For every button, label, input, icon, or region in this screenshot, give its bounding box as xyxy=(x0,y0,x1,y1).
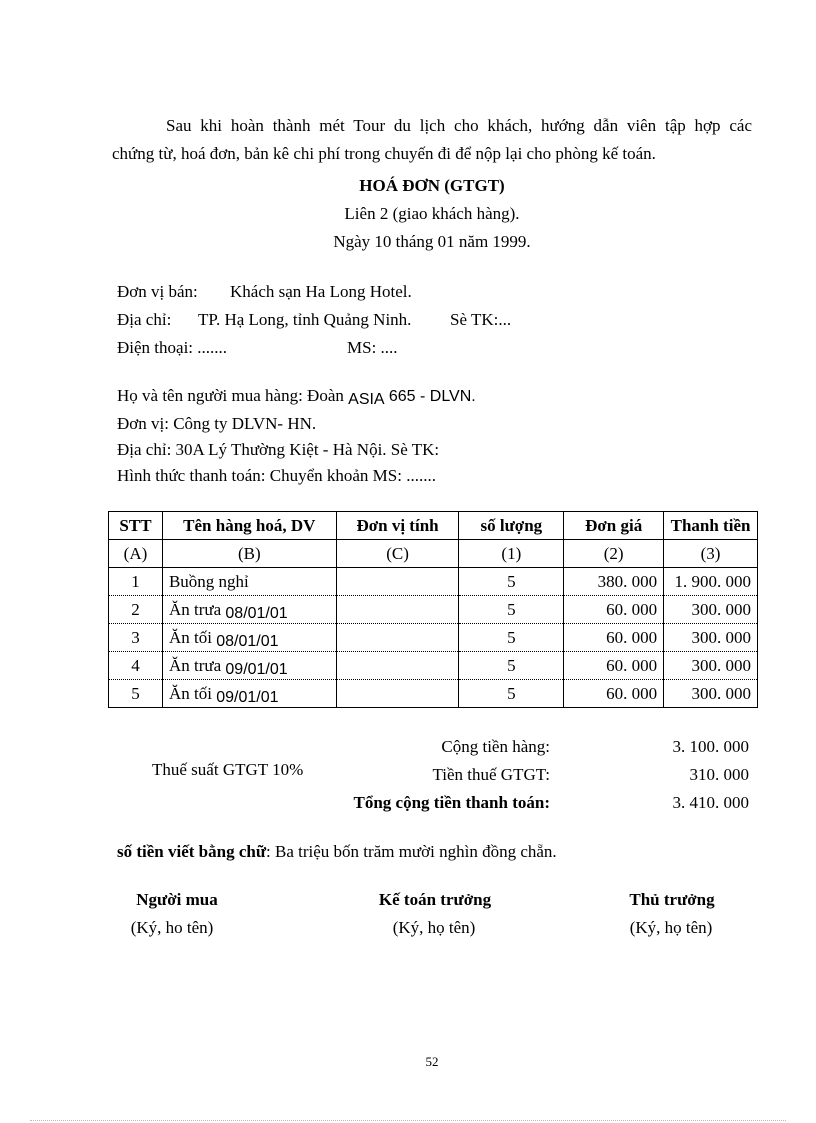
row-item-name xyxy=(162,596,336,624)
row-quantity: 5 xyxy=(459,624,564,652)
intro-line-1: Sau khi hoàn thành mét Tour du lịch cho khách, hướng dẫn viên tập hợp các xyxy=(166,116,752,135)
code-2: (2) xyxy=(564,540,664,568)
amount-in-words xyxy=(117,842,557,862)
row-stt: 1 xyxy=(109,568,163,596)
code-3: (3) xyxy=(664,540,758,568)
row-item-label: Ăn trưa xyxy=(168,599,222,619)
row-amount: 300. 000 xyxy=(664,624,758,652)
page-number: 52 xyxy=(425,1054,439,1069)
seller-unit-value: Khách sạn Ha Long Hotel. xyxy=(230,282,412,301)
row-item-label: Ăn tối xyxy=(168,627,212,647)
row-item-name xyxy=(162,568,336,596)
invoice-date: Ngày 10 tháng 01 năm 1999. xyxy=(333,232,531,251)
buyer-name-label: Họ và tên người mua hàng: Đoàn xyxy=(117,386,344,405)
buyer-name xyxy=(117,386,476,406)
row-amount: 300. 000 xyxy=(664,680,758,708)
intro-paragraph xyxy=(112,112,752,168)
tax-value: 310. 000 xyxy=(689,765,749,784)
table-row xyxy=(109,596,758,624)
invoice-copy: Liên 2 (giao khách hàng). xyxy=(344,204,520,223)
row-stt: 3 xyxy=(109,624,163,652)
amount-in-words-value: : Ba triệu bốn trăm mười nghìn đồng chẵn. xyxy=(266,842,557,861)
subtotal-value: 3. 100. 000 xyxy=(672,737,749,756)
amount-in-words-label: số tiền viết bằng chữ xyxy=(117,842,267,861)
grand-total-label: Tổng cộng tiền thanh toán: xyxy=(353,793,550,812)
row-item-date: 08/01/01 xyxy=(216,632,279,650)
subtotal-label: Cộng tiền hàng: xyxy=(441,737,550,756)
buyer-address: Địa chỉ: 30A Lý Thường Kiệt - Hà Nội. Sè TK: xyxy=(117,440,440,459)
table-row xyxy=(109,680,758,708)
row-item-label: Buồng nghỉ xyxy=(168,571,249,591)
signature-accountant-title: Kế toán trưởng xyxy=(378,890,492,909)
table-row xyxy=(109,568,758,596)
row-item-date: 08/01/01 xyxy=(225,604,288,622)
signature-director-title: Thủ trưởng xyxy=(629,890,715,909)
header-amount: Thanh tiền xyxy=(664,512,758,540)
seller-account: Sè TK:... xyxy=(450,310,512,329)
intro-line-2: chứng từ, hoá đơn, bản kê chi phí trong chuyến đi để nộp lại cho phòng kế toán. xyxy=(112,144,656,163)
row-amount: 300. 000 xyxy=(664,652,758,680)
header-unit: Đơn vị tính xyxy=(336,512,459,540)
seller-address-value: TP. Hạ Long, tỉnh Quảng Ninh. xyxy=(198,310,412,329)
page-bottom-divider xyxy=(30,1120,786,1121)
table-row xyxy=(109,624,758,652)
table-header-row xyxy=(109,512,758,540)
row-amount: 300. 000 xyxy=(664,596,758,624)
code-b: (B) xyxy=(162,540,336,568)
row-unit xyxy=(336,652,459,680)
row-item-name xyxy=(162,680,336,708)
code-c: (C) xyxy=(336,540,459,568)
row-stt: 4 xyxy=(109,652,163,680)
signature-director-note: (Ký, họ tên) xyxy=(629,918,713,937)
seller-phone: Điện thoại: ....... xyxy=(117,338,228,357)
header-quantity: số lượng xyxy=(459,512,564,540)
row-unit xyxy=(336,624,459,652)
row-unit xyxy=(336,568,459,596)
row-item-label: Ăn trưa xyxy=(168,655,222,675)
buyer-name-code: ASIA xyxy=(348,391,385,408)
seller-address-label: Địa chỉ: xyxy=(117,310,172,329)
row-stt: 2 xyxy=(109,596,163,624)
seller-tax-code: MS: .... xyxy=(347,338,398,357)
code-a: (A) xyxy=(109,540,163,568)
header-stt: STT xyxy=(109,512,163,540)
buyer-unit: Đơn vị: Công ty DLVN- HN. xyxy=(117,414,317,433)
row-unit-price: 60. 000 xyxy=(564,652,664,680)
buyer-payment: Hình thức thanh toán: Chuyển khoản MS: ....... xyxy=(117,466,436,485)
row-quantity: 5 xyxy=(459,652,564,680)
row-amount: 1. 900. 000 xyxy=(664,568,758,596)
invoice-items-table xyxy=(108,511,758,708)
row-unit-price: 60. 000 xyxy=(564,624,664,652)
table-row xyxy=(109,652,758,680)
row-item-name xyxy=(162,652,336,680)
row-item-name xyxy=(162,624,336,652)
seller-unit-label: Đơn vị bán: xyxy=(117,282,198,301)
invoice-title: HOÁ ĐƠN (GTGT) xyxy=(359,176,505,195)
row-unit-price: 60. 000 xyxy=(564,596,664,624)
buyer-name-rest: 665 - DLVN. xyxy=(388,388,476,405)
row-unit xyxy=(336,596,459,624)
row-item-date: 09/01/01 xyxy=(216,688,279,706)
row-unit xyxy=(336,680,459,708)
grand-total-value: 3. 410. 000 xyxy=(672,793,749,812)
column-codes-row xyxy=(109,540,758,568)
header-unit-price: Đơn giá xyxy=(564,512,664,540)
tax-rate: Thuế suất GTGT 10% xyxy=(152,760,304,779)
signature-buyer-note: (Ký, ho tên) xyxy=(130,918,214,937)
row-quantity: 5 xyxy=(459,680,564,708)
header-item-name: Tên hàng hoá, DV xyxy=(162,512,336,540)
signature-accountant-note: (Ký, họ tên) xyxy=(392,918,476,937)
signature-buyer-title: Người mua xyxy=(136,890,218,909)
row-quantity: 5 xyxy=(459,568,564,596)
row-stt: 5 xyxy=(109,680,163,708)
code-1: (1) xyxy=(459,540,564,568)
tax-label: Tiền thuế GTGT: xyxy=(432,765,550,784)
row-unit-price: 60. 000 xyxy=(564,680,664,708)
row-quantity: 5 xyxy=(459,596,564,624)
row-item-label: Ăn tối xyxy=(168,683,212,703)
row-unit-price: 380. 000 xyxy=(564,568,664,596)
row-item-date: 09/01/01 xyxy=(225,660,288,678)
